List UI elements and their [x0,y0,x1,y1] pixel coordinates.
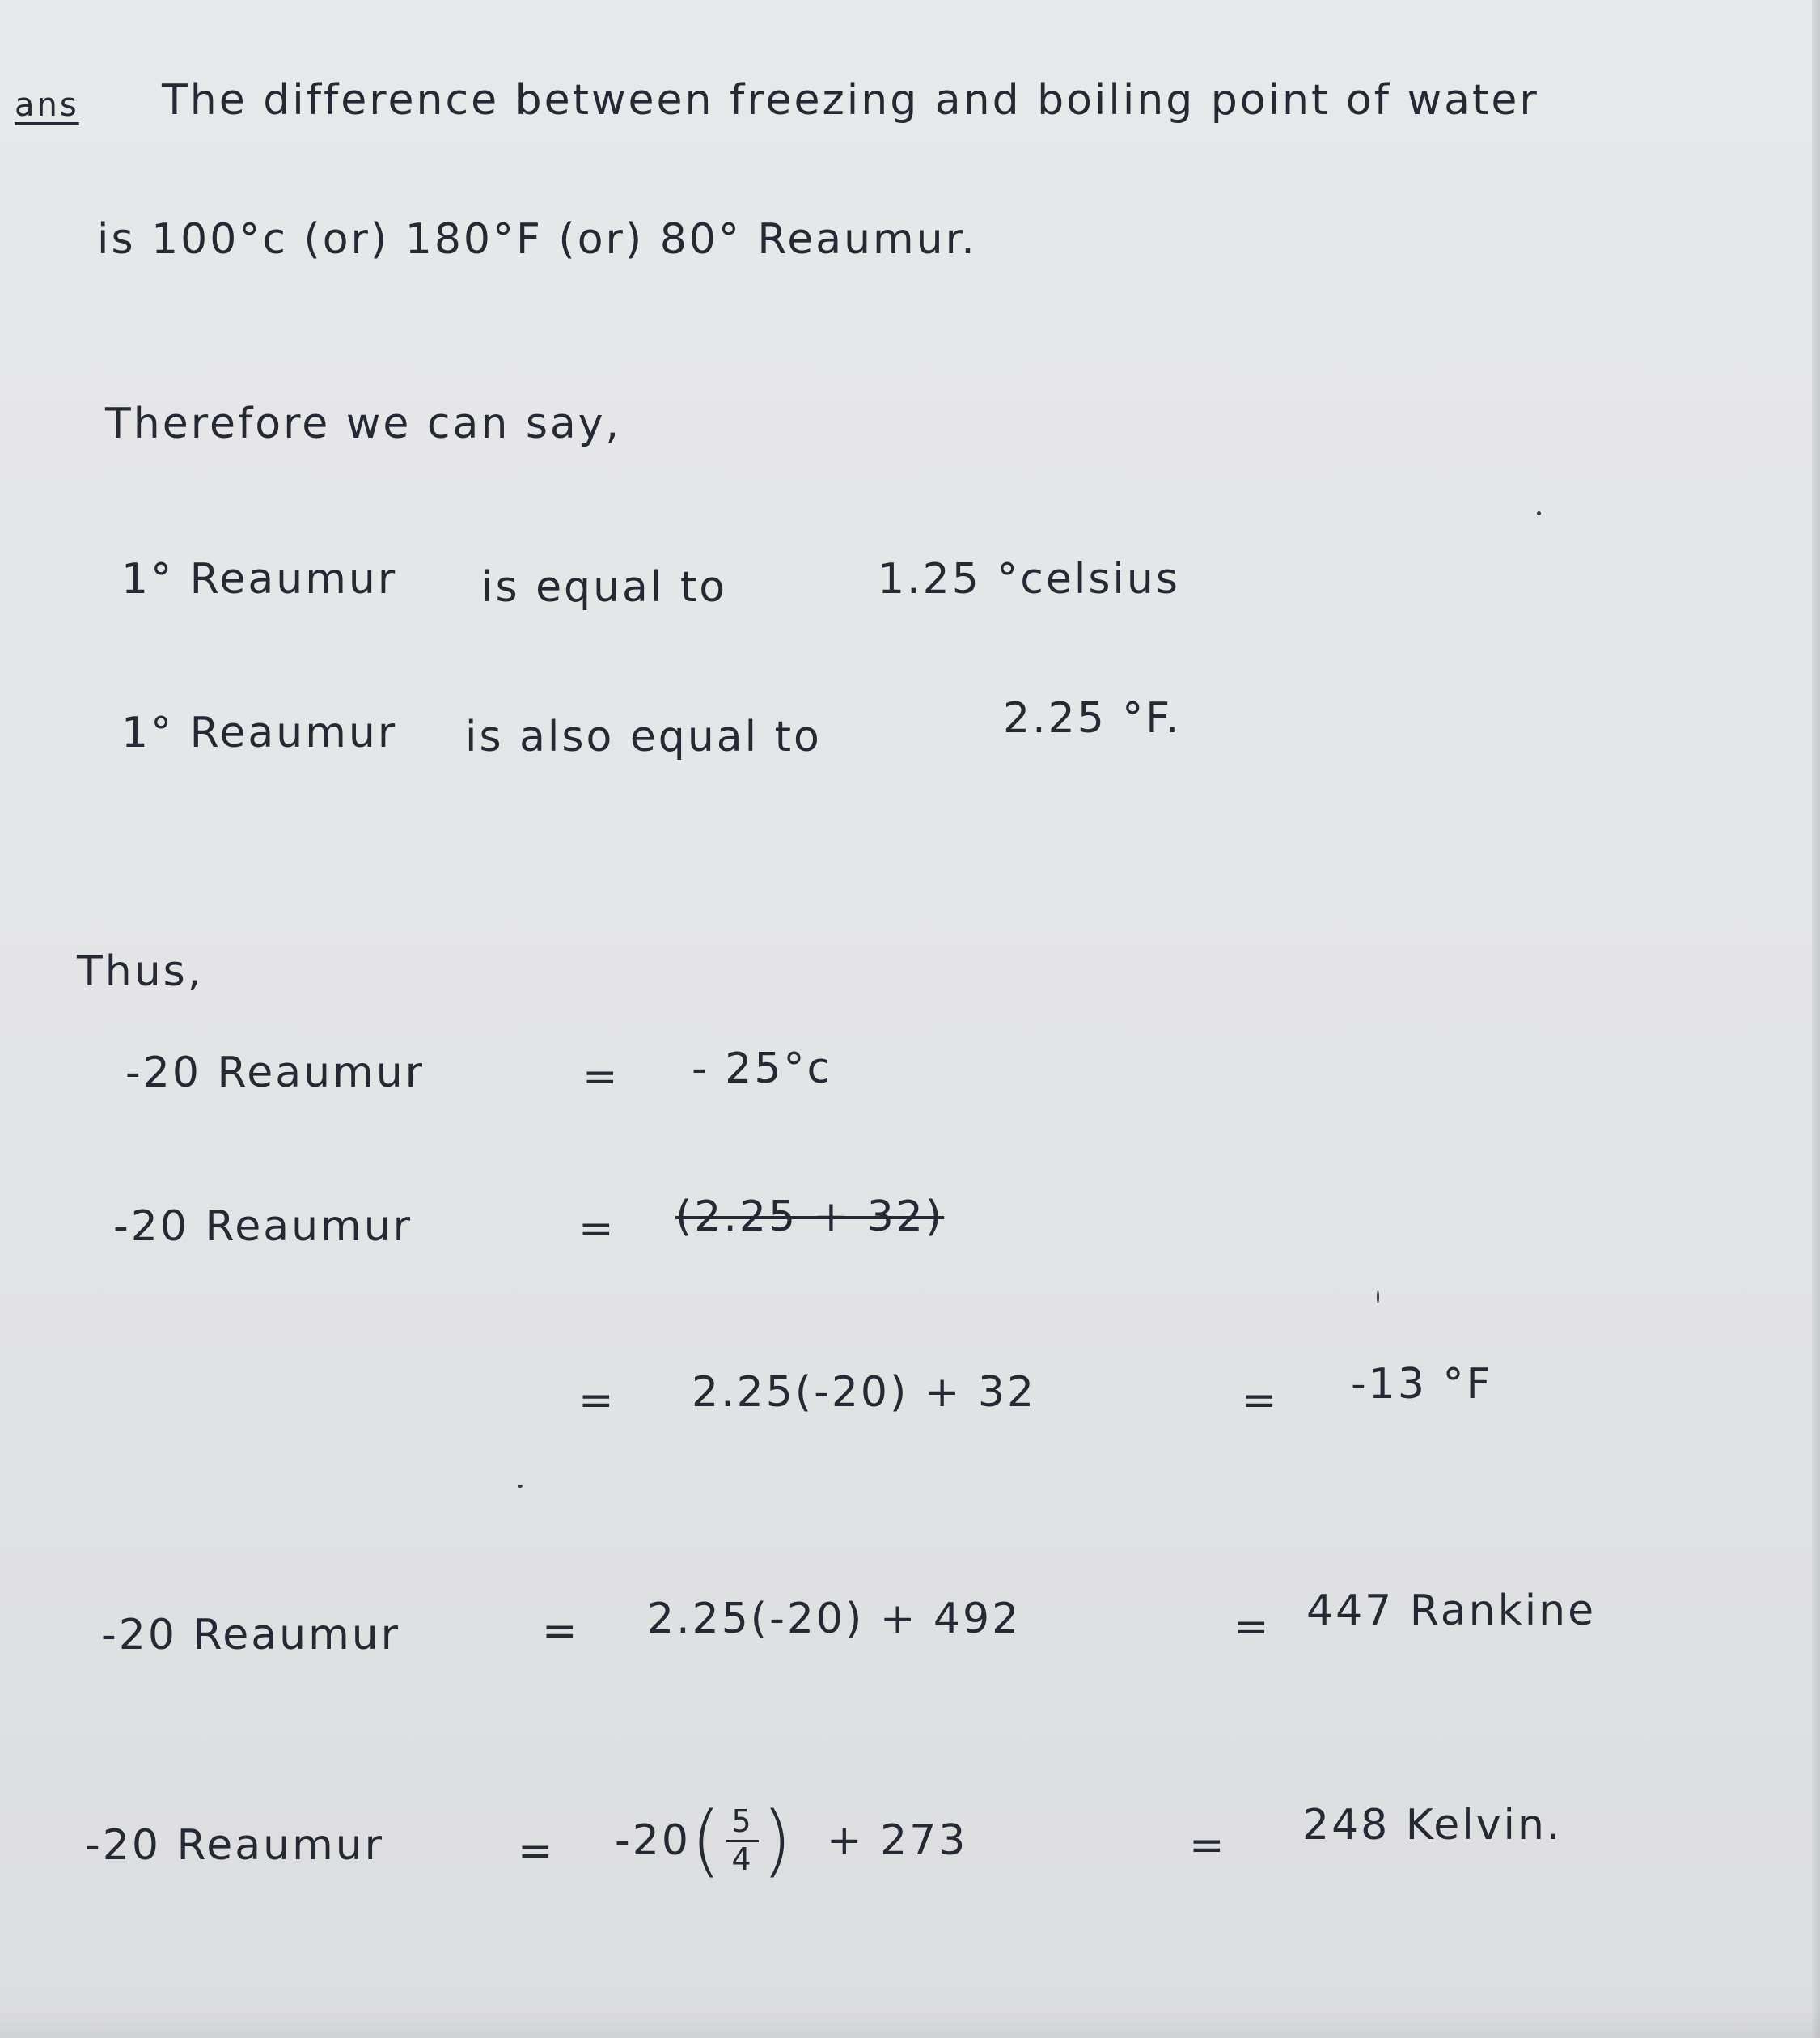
rankine-expression: 2.25(-20) + 492 [647,1595,1022,1643]
equality-2-right: 2.25 °F. [1003,694,1182,743]
celsius-result: - 25°c [692,1044,833,1093]
fahrenheit-result: -13 °F [1351,1360,1493,1409]
kelvin-fraction [726,1803,758,1877]
fahrenheit-step-equals: = [578,1376,616,1425]
kelvin-open-paren: ( [690,1794,724,1886]
page-edge [1812,0,1820,2038]
rankine-result: 447 Rankine [1306,1587,1597,1635]
celsius-left: -20 Reaumur [125,1049,425,1097]
kelvin-equals: = [518,1827,556,1875]
therefore-line: Therefore we can say, [105,400,622,448]
fahrenheit-equals: = [578,1205,616,1253]
equality-1-middle: is equal to [481,563,728,612]
rankine-left: -20 Reaumur [101,1611,401,1659]
fahrenheit-step-equals-2: = [1242,1376,1280,1425]
ink-speck [518,1485,523,1488]
ink-speck [1537,511,1541,515]
kelvin-result: 248 Kelvin. [1302,1801,1563,1849]
kelvin-left: -20 Reaumur [85,1821,385,1870]
intro-line-1: The difference between freezing and boiling point of water [162,76,1539,125]
fahrenheit-left: -20 Reaumur [113,1202,413,1251]
equality-1-left: 1° Reaumur [121,555,398,604]
kelvin-close-paren: ) [761,1794,795,1886]
page-shadow [0,2006,1820,2038]
fahrenheit-expression: 2.25(-20) + 32 [692,1368,1037,1417]
answer-label: ans [15,87,79,124]
kelvin-equals-2: = [1189,1821,1227,1870]
struck-out-expression: (2.25 + 32) [675,1193,945,1241]
equality-2-left: 1° Reaumur [121,709,398,757]
rankine-equals: = [542,1607,580,1655]
kelvin-fraction-numerator: 5 [726,1806,758,1842]
kelvin-fraction-denominator: 4 [731,1841,754,1877]
equality-1-right: 1.25 °celsius [878,555,1180,604]
kelvin-offset: + 273 [827,1816,968,1865]
equality-2-middle: is also equal to [465,713,822,761]
celsius-equals: = [582,1053,620,1101]
thus-line: Thus, [77,947,204,996]
intro-line-2: is 100°c (or) 180°F (or) 80° Reaumur. [97,215,977,264]
rankine-equals-2: = [1234,1603,1272,1651]
ink-mark [1377,1290,1379,1303]
kelvin-expression [615,1772,967,1909]
kelvin-prefix: -20 [615,1816,691,1865]
